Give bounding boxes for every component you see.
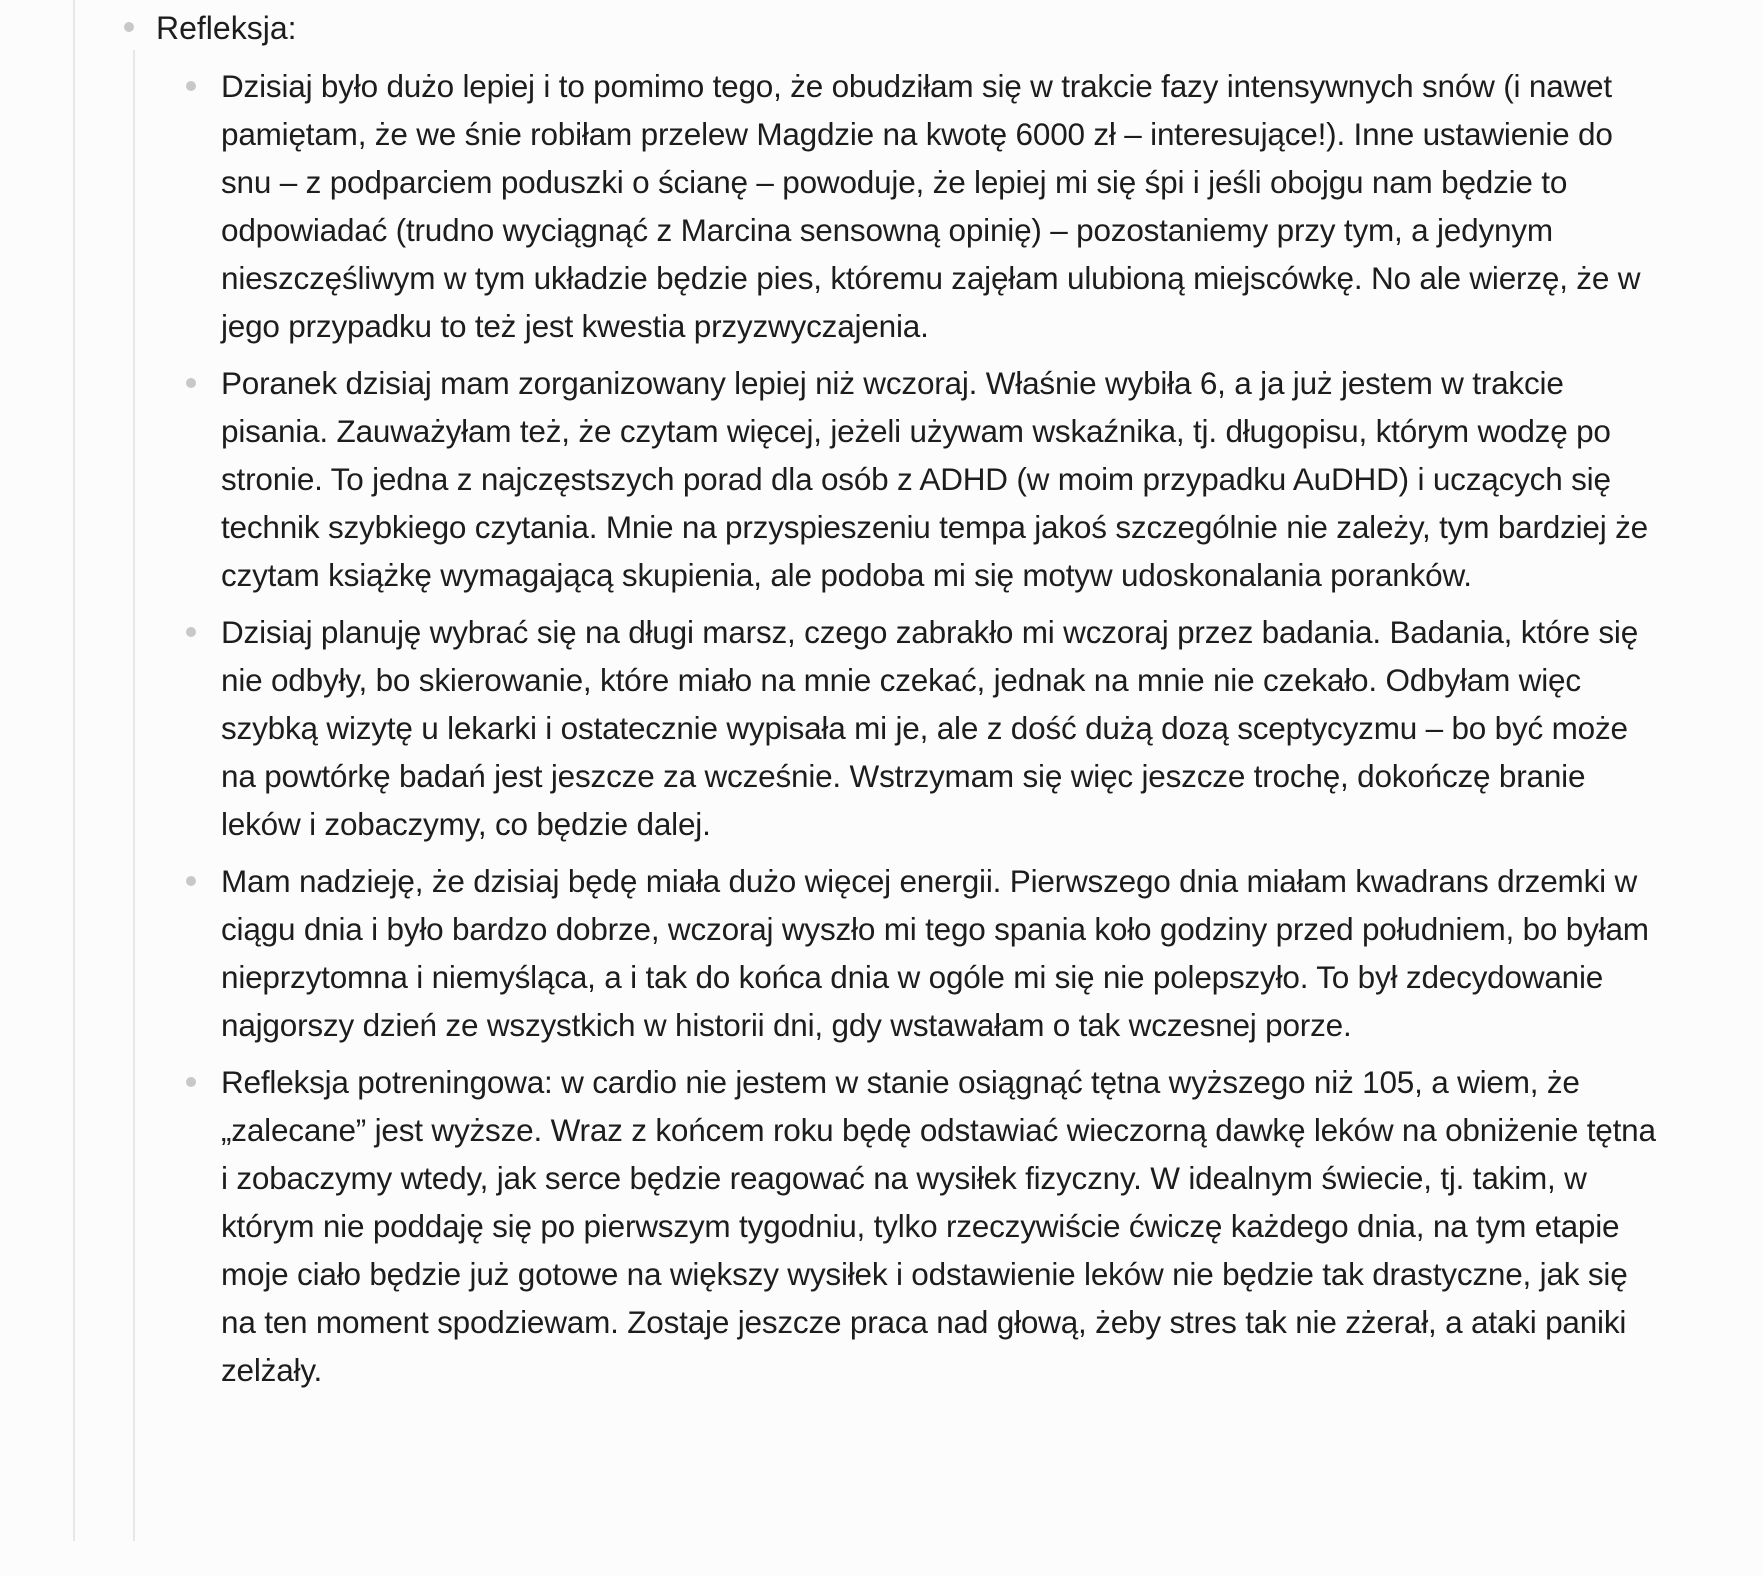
parent-item-label[interactable]: Refleksja:: [156, 10, 297, 46]
child-item-list: [186, 62, 1656, 1403]
list-item[interactable]: [186, 608, 1656, 848]
bullet-icon[interactable]: [186, 1077, 196, 1087]
indent-guide-line: [73, 0, 75, 1541]
list-item[interactable]: [186, 62, 1656, 350]
list-item-text[interactable]: Dzisiaj było dużo lepiej i to pomimo tego, że obudziłam się w trakcie fazy intensywnych snów (i nawet pamiętam, że we śnie robiłam przelew Magdzie na kwotę 6000 zł – interesujące!). Inne ustawienie do snu – z podparciem poduszki o ścianę – powoduje, że lepiej mi się śpi i jeśli obojgu nam będzie to odpowiadać (trudno wyciągnąć z Marcina sensowną opinię) – pozostaniemy przy tym, a jedynym nieszczęśliwym w tym układzie będzie pies, któremu zajęłam ulubioną miejscówkę. No ale wierzę, że w jego przypadku to też jest kwestia przyzwyczajenia.: [221, 68, 1641, 344]
bullet-icon[interactable]: [186, 876, 196, 886]
bullet-icon[interactable]: [186, 627, 196, 637]
list-item-text[interactable]: Mam nadzieję, że dzisiaj będę miała dużo więcej energii. Pierwszego dnia miałam kwadrans drzemki w ciągu dnia i było bardzo dobrze, wczoraj wyszło mi tego spania koło godziny przed południem, bo byłam nieprzytomna i niemyśląca, a i tak do końca dnia w ogóle mi się nie polepszyło. To był zdecydowanie najgorszy dzień ze wszystkich w historii dni, gdy wstawałam o tak wczesnej porze.: [221, 863, 1649, 1043]
indent-guide-line: [133, 50, 135, 1541]
list-item-text[interactable]: Refleksja potreningowa: w cardio nie jestem w stanie osiągnąć tętna wyższego niż 105, a wiem, że „zalecane” jest wyższe. Wraz z końcem roku będę odstawiać wieczorną dawkę leków na obniżenie tętna i zobaczymy wtedy, jak serce będzie reagować na wysiłek fizyczny. W idealnym świecie, tj. takim, w którym nie poddaję się po pierwszym tygodniu, tylko rzeczywiście ćwiczę każdego dnia, na tym etapie moje ciało będzie już gotowe na większy wysiłek i odstawienie leków nie będzie tak drastyczne, jak się na ten moment spodziewam. Zostaje jeszcze praca nad głową, żeby stres tak nie zżerał, a ataki paniki zelżały.: [221, 1064, 1656, 1388]
outline-parent-item[interactable]: [124, 4, 297, 52]
bullet-icon[interactable]: [124, 22, 134, 32]
list-item[interactable]: [186, 857, 1656, 1049]
list-item-text[interactable]: Dzisiaj planuję wybrać się na długi marsz, czego zabrakło mi wczoraj przez badania. Badania, które się nie odbyły, bo skierowanie, które miało na mnie czekać, jednak na mnie nie czekało. Odbyłam więc szybką wizytę u lekarki i ostatecznie wypisała mi je, ale z dość dużą dozą sceptycyzmu – bo być może na powtórkę badań jest jeszcze za wcześnie. Wstrzymam się więc jeszcze trochę, dokończę branie leków i zobaczymy, co będzie dalej.: [221, 614, 1639, 842]
list-item-text[interactable]: Poranek dzisiaj mam zorganizowany lepiej niż wczoraj. Właśnie wybiła 6, a ja już jestem w trakcie pisania. Zauważyłam też, że czytam więcej, jeżeli używam wskaźnika, tj. długopisu, którym wodzę po stronie. To jedna z najczęstszych porad dla osób z ADHD (w moim przypadku AuDHD) i uczących się technik szybkiego czytania. Mnie na przyspieszeniu tempa jakoś szczególnie nie zależy, tym bardziej że czytam książkę wymagającą skupienia, ale podoba mi się motyw udoskonalania poranków.: [221, 365, 1648, 593]
bullet-icon[interactable]: [186, 81, 196, 91]
list-item[interactable]: [186, 359, 1656, 599]
bullet-icon[interactable]: [186, 378, 196, 388]
list-item[interactable]: [186, 1058, 1656, 1394]
